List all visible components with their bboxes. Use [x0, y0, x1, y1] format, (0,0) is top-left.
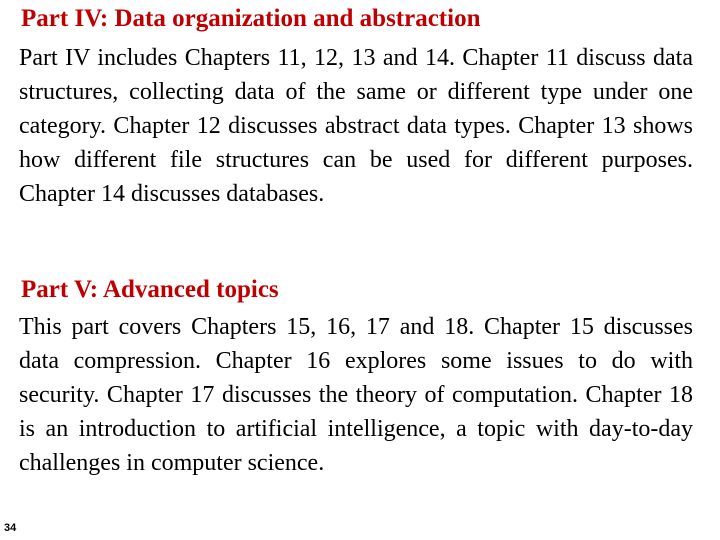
page-number: 34 — [4, 522, 17, 534]
section-heading-part-v: Part V: Advanced topics — [21, 276, 279, 303]
section-body-part-iv: Part IV includes Chapters 11, 12, 13 and 14. Chapter 11 discuss data structures, collecting data of the same or different type under one category. Chapter 12 discusses abstract data types. Chapter 13 shows how different file structures can be used for different purposes. Chapter 14 discusses databases. — [19, 45, 693, 207]
section-heading-part-iv: Part IV: Data organization and abstraction — [21, 5, 481, 32]
section-body-part-v: This part covers Chapters 15, 16, 17 and 18. Chapter 15 discusses data compression. Chapter 16 explores some issues to do with security. Chapter 17 discusses the theory of computation. Chapter 18 is an introduction to artificial intelligence, a topic with day-to-day challenges in computer science. — [19, 314, 693, 476]
